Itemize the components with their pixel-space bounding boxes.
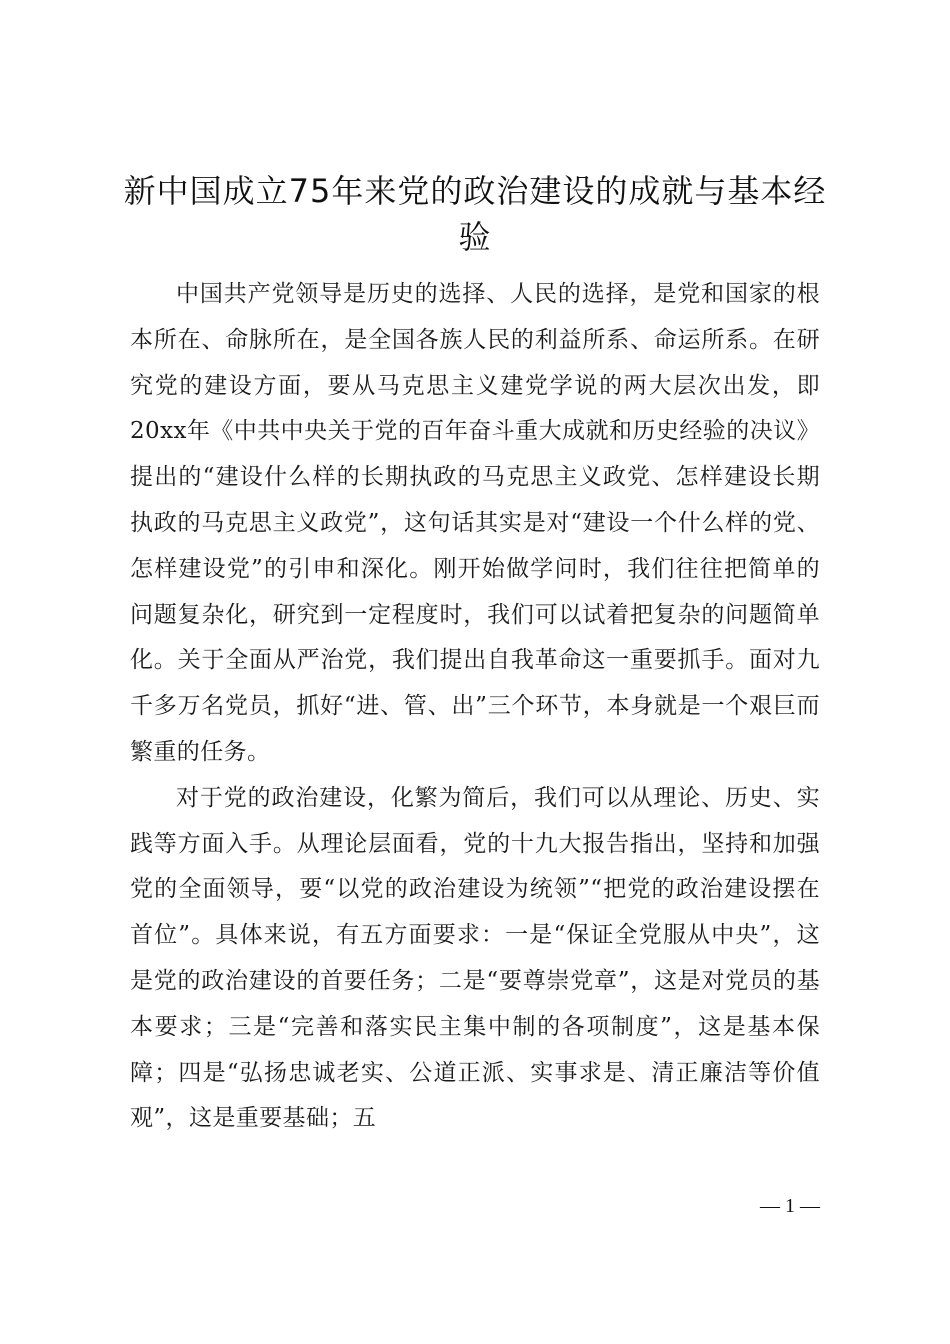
document-body [130, 272, 820, 1142]
paragraph-2: 对于党的政治建设，化繁为简后，我们可以从理论、历史、实践等方面入手。从理论层面看，党的十九大报告指出，坚持和加强党的全面领导，要“以党的政治建设为统领”“把党的政治建设摆在首位”。具体来说，有五方面要求：一是“保证全党服从中央”，这是党的政治建设的首要任务；二是“要尊崇党章”，这是对党员的基本要求；三是“完善和落实民主集中制的各项制度”，这是基本保障；四是“弘扬忠诚老实、公道正派、实事求是、清正廉洁等价值观”，这是重要基础；五 [130, 784, 820, 1132]
paragraph-1: 中国共产党领导是历史的选择、人民的选择，是党和国家的根本所在、命脉所在，是全国各族人民的利益所系、命运所系。在研究党的建设方面，要从马克思主义建党学说的两大层次出发，即20xx年《中共中央关于党的百年奋斗重大成就和历史经验的决议》提出的“建设什么样的长期执政的马克思主义政党、怎样建设长期执政的马克思主义政党”，这句话其实是对“建设一个什么样的党、怎样建设党”的引申和深化。刚开始做学问时，我们往往把简单的问题复杂化，研究到一定程度时，我们可以试着把复杂的问题简单化。关于全面从严治党，我们提出自我革命这一重要抓手。面对九千多万名党员，抓好“进、管、出”三个环节，本身就是一个艰巨而繁重的任务。 [130, 281, 820, 765]
document-title: 新中国成立75年来党的政治建设的成就与基本经验 [123, 172, 827, 256]
page-number: — 1 — [760, 1195, 820, 1217]
